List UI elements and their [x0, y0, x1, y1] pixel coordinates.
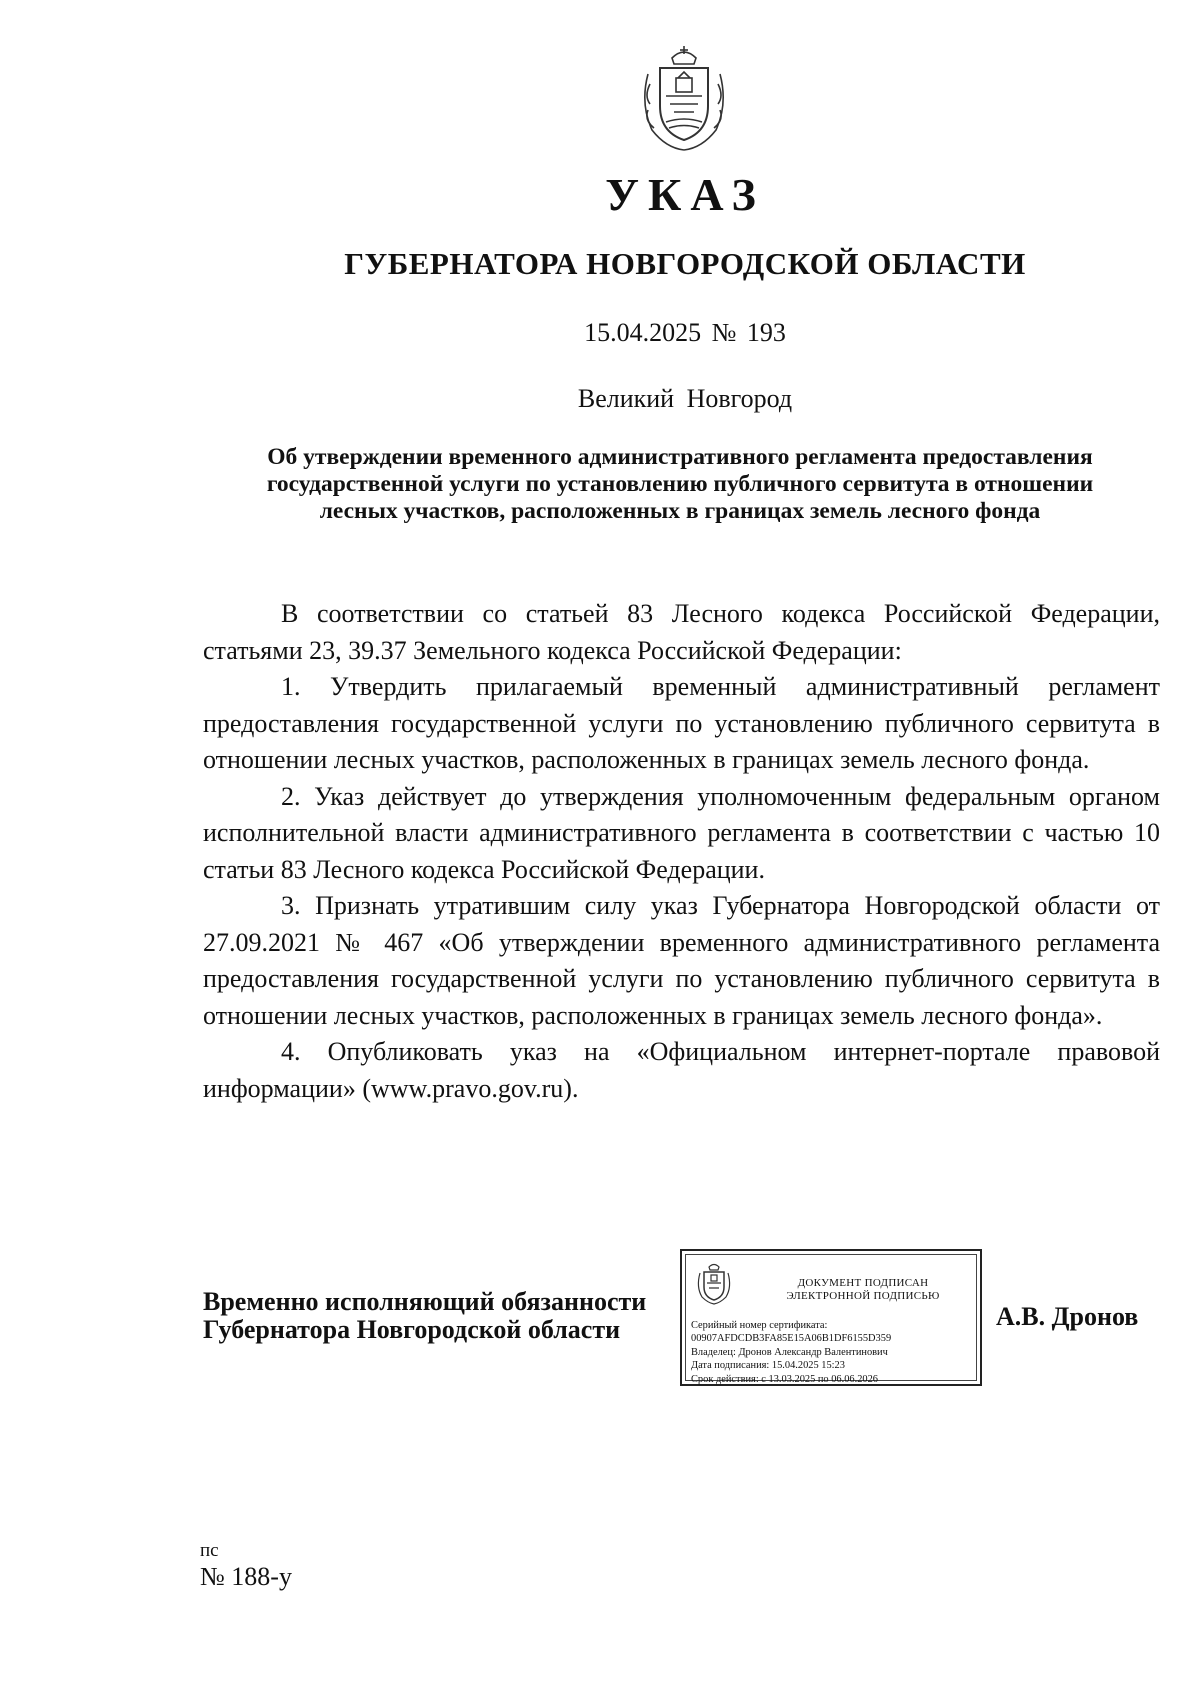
clause-2: 2. Указ действует до утверждения уполномоченным федеральным органом исполнительной власти административного регламента в соответствии с частью 10 статьи 83 Лесного кодекса Российской Федерации.	[203, 781, 1160, 884]
decree-body	[203, 596, 1160, 1107]
electronic-signature-stamp	[680, 1249, 982, 1386]
footer-number: № 188-у	[200, 1562, 292, 1591]
registration-footer	[200, 1540, 292, 1591]
stamp-details	[691, 1319, 972, 1386]
decree-heading	[200, 444, 1160, 525]
coat-of-arms-icon	[694, 1261, 734, 1305]
signer-name: А.В. Дронов	[996, 1302, 1139, 1331]
preamble-paragraph: В соответствии со статьей 83 Лесного кодекса Российской Федерации, статьями 23, 39.37 Земельного кодекса Российской Федерации:	[203, 599, 1160, 665]
stamp-frame	[685, 1254, 977, 1385]
signer-position-line: Губернатора Новгородской области	[203, 1315, 621, 1344]
date-and-number: 15.04.2025 № 193	[584, 318, 786, 347]
stamp-header-line: ДОКУМЕНТ ПОДПИСАН	[797, 1277, 929, 1289]
certificate-serial: 00907AFDCDB3FA85E15A06B1DF6155D359	[691, 1333, 892, 1345]
coat-of-arms-icon	[636, 44, 732, 154]
signing-date: Дата подписания: 15.04.2025 15:23	[691, 1360, 845, 1372]
place-of-issue: Великий Новгород	[577, 384, 793, 413]
signer-position	[203, 1288, 646, 1344]
certificate-owner: Владелец: Дронов Александр Валентинович	[691, 1346, 888, 1358]
document-issuer: ГУБЕРНАТОРА НОВГОРОДСКОЙ ОБЛАСТИ	[344, 246, 1026, 281]
document-title: УКАЗ	[605, 169, 765, 220]
stamp-header	[756, 1277, 970, 1303]
certificate-label: Серийный номер сертификата:	[691, 1320, 828, 1331]
clause-3: 3. Признать утратившим силу указ Губернатора Новгородской области от 27.09.2021 № 467 «Об утверждении временного административного регламента предоставления государственной услуги по установлению публичного сервитута в отношении лесных участков, расположенных в границах земель лесного фонда».	[203, 891, 1160, 1030]
heading-line: Об утверждении временного административного регламента предоставления	[267, 444, 1093, 470]
signer-position-line: Временно исполняющий обязанности	[203, 1287, 647, 1316]
heading-line: лесных участков, расположенных в границах земель лесного фонда	[319, 498, 1041, 524]
heading-line: государственной услуги по установлению публичного сервитута в отношении	[266, 471, 1094, 497]
validity-period: Срок действия: с 13.03.2025 по 06.06.2026	[691, 1373, 878, 1385]
stamp-header-line: ЭЛЕКТРОННОЙ ПОДПИСЬЮ	[786, 1290, 940, 1302]
clause-4: 4. Опубликовать указ на «Официальном интернет-портале правовой информации» (www.pravo.gov.ru).	[203, 1037, 1160, 1103]
footer-initials: пс	[200, 1540, 219, 1561]
clause-1: 1. Утвердить прилагаемый временный административный регламент предоставления государственной услуги по установлению публичного сервитута в отношении лесных участков, расположенных в границах земель лесного фонда.	[203, 672, 1160, 774]
